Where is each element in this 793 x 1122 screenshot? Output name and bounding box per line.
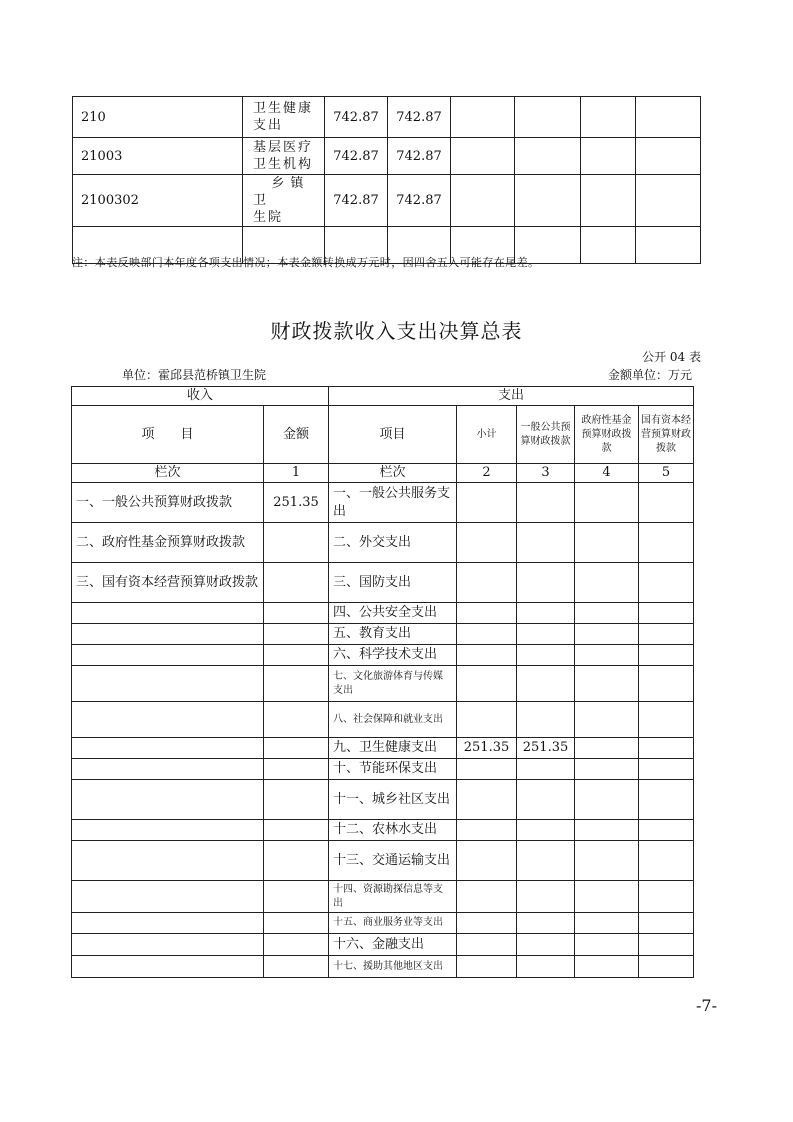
income-label: 一、一般公共预算财政拨款 [72, 483, 264, 523]
table-row [72, 666, 694, 702]
expense-label: 三、国防支出 [329, 563, 457, 603]
expense-subtotal [457, 934, 517, 956]
table-row [72, 523, 694, 563]
expense-subtotal [457, 702, 517, 738]
page-title: 财政拨款收入支出决算总表 [270, 319, 523, 343]
seq-label: 栏次 [72, 464, 264, 483]
col-subtotal: 小计 [457, 406, 517, 464]
table-note: 注：本表反映部门本年度各项支出情况；本表金额转换成万元时，因四舍五入可能存在尾差。 [72, 256, 540, 269]
expense-label: 四、公共安全支出 [329, 603, 457, 624]
page-number: -7- [696, 996, 717, 1015]
expense-general [517, 702, 575, 738]
expense-label: 七、文化旅游体育与传媒支出 [329, 666, 457, 702]
expense-label: 二、外交支出 [329, 523, 457, 563]
table-row [73, 175, 701, 227]
col-gov-fund: 政府性基金预算财政拨款 [575, 406, 639, 464]
subject-code: 210 [73, 97, 243, 138]
table-row [72, 645, 694, 666]
unit-label: 单位：霍邱县范桥镇卫生院 [122, 368, 267, 382]
amount-basic: 742.87 [388, 97, 451, 138]
amount-total: 742.87 [325, 97, 388, 138]
expense-subtotal [457, 666, 517, 702]
amount-total: 742.87 [325, 138, 388, 175]
table-row [72, 624, 694, 645]
expense-subtotal [457, 603, 517, 624]
expense-general [517, 523, 575, 563]
expense-general [517, 956, 575, 978]
income-amount: 251.35 [264, 483, 329, 523]
expense-general [517, 934, 575, 956]
expense-subtotal [457, 841, 517, 881]
expense-label: 六、科学技术支出 [329, 645, 457, 666]
expense-general [517, 759, 575, 780]
table-row [72, 820, 694, 841]
expense-general [517, 483, 575, 523]
seq-label: 栏次 [329, 464, 457, 483]
expense-general [517, 563, 575, 603]
income-amount [264, 523, 329, 563]
expense-label: 十四、资源勘探信息等支出 [329, 881, 457, 913]
subject-name: 卫生健康 支出 [243, 97, 325, 138]
col-state-capital: 国有资本经营预算财政拨款 [639, 406, 694, 464]
expense-subtotal [457, 820, 517, 841]
expense-label: 八、社会保障和就业支出 [329, 702, 457, 738]
col-item: 项 目 [72, 406, 264, 464]
table-row [72, 934, 694, 956]
subject-code: 2100302 [73, 175, 243, 227]
table-row [72, 913, 694, 934]
table-row [72, 603, 694, 624]
expense-subtotal [457, 913, 517, 934]
table-row [72, 759, 694, 780]
expense-header: 支出 [329, 387, 694, 406]
expense-label: 九、卫生健康支出 [329, 738, 457, 759]
expense-subtotal [457, 563, 517, 603]
expense-general [517, 820, 575, 841]
expense-subtotal [457, 759, 517, 780]
expense-general: 251.35 [517, 738, 575, 759]
expense-subtotal [457, 523, 517, 563]
expense-subtotal [457, 483, 517, 523]
expense-general [517, 645, 575, 666]
income-label: 三、国有资本经营预算财政拨款 [72, 563, 264, 603]
money-unit-label: 金额单位：万元 [607, 368, 692, 382]
col-item2: 项目 [329, 406, 457, 464]
expense-general [517, 603, 575, 624]
fiscal-summary-table [71, 386, 694, 978]
expense-general [517, 913, 575, 934]
seq-2: 2 [457, 464, 517, 483]
table-row [72, 483, 694, 523]
table-row [73, 138, 701, 175]
amount-basic: 742.87 [388, 138, 451, 175]
subject-name: 乡镇卫 生院 [243, 175, 325, 227]
expense-label: 十、节能环保支出 [329, 759, 457, 780]
expense-subtotal [457, 645, 517, 666]
expense-general [517, 841, 575, 881]
table-row [73, 97, 701, 138]
form-number: 公开 04 表 [642, 350, 701, 364]
seq-3: 3 [517, 464, 575, 483]
table-row [72, 738, 694, 759]
expense-label: 十一、城乡社区支出 [329, 780, 457, 820]
expense-label: 十二、农林水支出 [329, 820, 457, 841]
table-row [72, 780, 694, 820]
table-row [72, 702, 694, 738]
expense-label: 十五、商业服务业等支出 [329, 913, 457, 934]
income-amount [264, 563, 329, 603]
seq-5: 5 [639, 464, 694, 483]
expense-label: 五、教育支出 [329, 624, 457, 645]
expense-subtotal [457, 780, 517, 820]
table-row [72, 563, 694, 603]
expense-subtotal [457, 881, 517, 913]
expense-label: 十七、援助其他地区支出 [329, 956, 457, 978]
expenditure-detail-table [72, 96, 701, 264]
subject-name: 基层医疗 卫生机构 [243, 138, 325, 175]
expense-label: 十三、交通运输支出 [329, 841, 457, 881]
amount-total: 742.87 [325, 175, 388, 227]
expense-label: 一、一般公共服务支出 [329, 483, 457, 523]
expense-subtotal: 251.35 [457, 738, 517, 759]
seq-4: 4 [575, 464, 639, 483]
table-row [72, 881, 694, 913]
expense-general [517, 624, 575, 645]
expense-subtotal [457, 956, 517, 978]
col-general: 一般公共预算财政拨款 [517, 406, 575, 464]
expense-general [517, 780, 575, 820]
expense-label: 十六、金融支出 [329, 934, 457, 956]
income-label: 二、政府性基金预算财政拨款 [72, 523, 264, 563]
subject-code: 21003 [73, 138, 243, 175]
amount-basic: 742.87 [388, 175, 451, 227]
expense-subtotal [457, 624, 517, 645]
col-amount: 金额 [264, 406, 329, 464]
income-header: 收入 [72, 387, 329, 406]
seq-1: 1 [264, 464, 329, 483]
expense-general [517, 666, 575, 702]
expense-general [517, 881, 575, 913]
table-row [72, 956, 694, 978]
table-row [72, 841, 694, 881]
